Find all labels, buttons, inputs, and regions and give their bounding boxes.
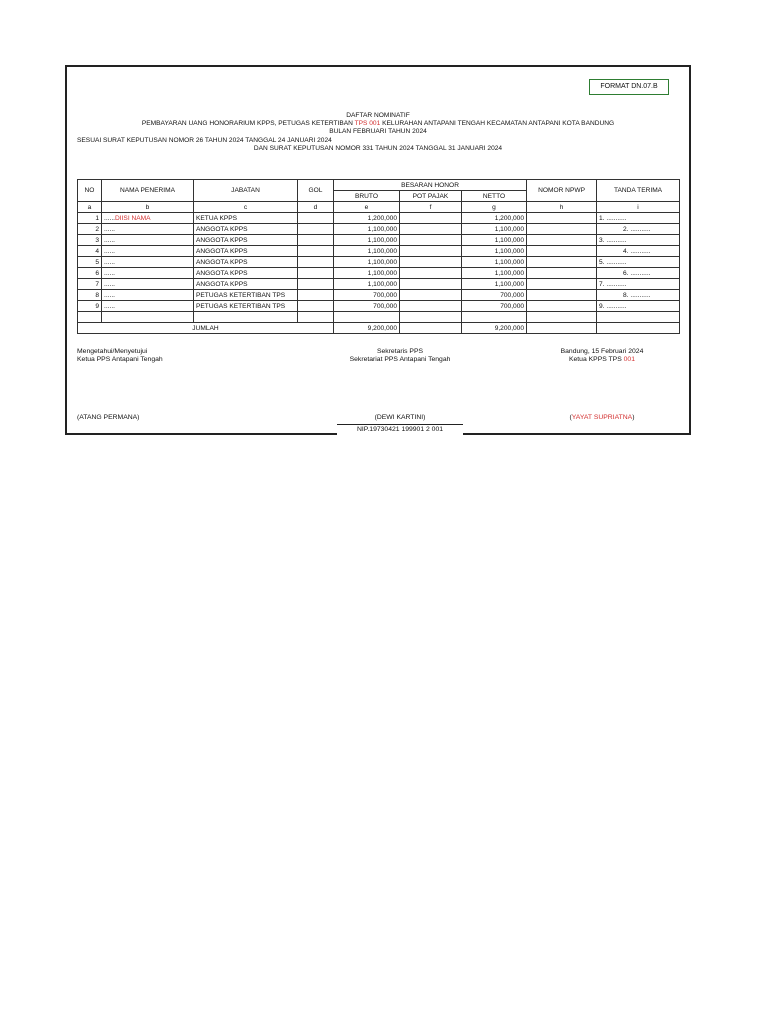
row-pot-pajak <box>400 224 462 235</box>
row-pot-pajak <box>400 301 462 312</box>
name-placeholder-dots: ...... <box>104 302 115 310</box>
row-gol <box>298 268 334 279</box>
name-placeholder: DIISI NAMA <box>115 214 151 222</box>
row-npwp <box>527 268 597 279</box>
row-no: 1 <box>78 213 102 224</box>
row-tanda-terima: 7. ........... <box>597 279 680 290</box>
empty-row <box>78 312 680 323</box>
name-placeholder-dots: ...... <box>104 258 115 266</box>
secretary-label: Sekretaris PPS <box>376 348 424 355</box>
row-jabatan: ANGGOTA KPPS <box>194 279 298 290</box>
row-netto: 1,100,000 <box>462 235 527 246</box>
name-placeholder-dots: ...... <box>104 269 115 277</box>
format-code-box: FORMAT DN.07.B <box>589 79 669 95</box>
row-nama <box>102 257 194 268</box>
table-row <box>78 257 680 268</box>
approval-label: Mengetahui/Menyetujui <box>77 348 148 355</box>
row-jabatan: ANGGOTA KPPS <box>194 224 298 235</box>
row-bruto: 1,100,000 <box>334 257 400 268</box>
table-body <box>78 213 680 312</box>
row-no: 8 <box>78 290 102 301</box>
row-jabatan: KETUA KPPS <box>194 213 298 224</box>
name-placeholder-dots: ...... <box>104 236 115 244</box>
row-nama <box>102 213 194 224</box>
honorarium-table <box>77 179 680 334</box>
name-placeholder-dots: ...... <box>104 225 115 233</box>
table-header-row <box>78 180 680 191</box>
secretary-office: Sekretariat PPS Antapani Tengah <box>349 356 451 363</box>
row-gol <box>298 224 334 235</box>
row-no: 7 <box>78 279 102 290</box>
row-npwp <box>527 290 597 301</box>
row-bruto: 700,000 <box>334 301 400 312</box>
table-row <box>78 268 680 279</box>
row-npwp <box>527 279 597 290</box>
row-jabatan: ANGGOTA KPPS <box>194 257 298 268</box>
letter-cell: a <box>78 202 102 213</box>
row-jabatan: ANGGOTA KPPS <box>194 268 298 279</box>
decree-reference-2: DAN SURAT KEPUTUSAN NOMOR 331 TAHUN 2024 TANGGAL 31 JANUARI 2024 <box>253 145 503 152</box>
letter-cell: e <box>334 202 400 213</box>
row-netto: 1,100,000 <box>462 246 527 257</box>
document-period: BULAN FEBRUARI TAHUN 2024 <box>329 128 427 135</box>
row-bruto: 1,100,000 <box>334 268 400 279</box>
letter-cell: b <box>102 202 194 213</box>
total-label: JUMLAH <box>78 323 334 334</box>
row-pot-pajak <box>400 235 462 246</box>
header-npwp: NOMOR NPWP <box>527 180 597 202</box>
row-jabatan: ANGGOTA KPPS <box>194 246 298 257</box>
row-netto: 1,200,000 <box>462 213 527 224</box>
row-bruto: 1,200,000 <box>334 213 400 224</box>
header-gol: GOL <box>298 180 334 202</box>
row-no: 5 <box>78 257 102 268</box>
total-netto: 9,200,000 <box>462 323 527 334</box>
table-row <box>78 301 680 312</box>
row-gol <box>298 301 334 312</box>
row-tanda-terima: 5. ........... <box>597 257 680 268</box>
row-no: 6 <box>78 268 102 279</box>
secretary-name: (DEWI KARTINI) <box>374 414 426 421</box>
row-tanda-terima: 4. ........... <box>597 246 680 257</box>
row-tanda-terima: 6. ........... <box>597 268 680 279</box>
row-pot-pajak <box>400 257 462 268</box>
table-row <box>78 290 680 301</box>
row-nama <box>102 290 194 301</box>
row-gol <box>298 290 334 301</box>
table-row <box>78 213 680 224</box>
row-no: 9 <box>78 301 102 312</box>
table-row <box>78 224 680 235</box>
column-letter-row <box>78 202 680 213</box>
row-bruto: 1,100,000 <box>334 246 400 257</box>
kpps-chair-name: (YAYAT SUPRIATNA) <box>569 414 635 421</box>
name-placeholder-dots: ...... <box>104 291 115 299</box>
table-row <box>78 246 680 257</box>
row-pot-pajak <box>400 279 462 290</box>
header-besaran-honor: BESARAN HONOR <box>334 180 527 191</box>
row-nama <box>102 224 194 235</box>
row-jabatan: PETUGAS KETERTIBAN TPS <box>194 301 298 312</box>
row-jabatan: PETUGAS KETERTIBAN TPS <box>194 290 298 301</box>
row-bruto: 700,000 <box>334 290 400 301</box>
row-npwp <box>527 301 597 312</box>
decree-reference-1: SESUAI SURAT KEPUTUSAN NOMOR 26 TAHUN 2024 TANGGAL 24 JANUARI 2024 <box>77 137 332 144</box>
row-netto: 1,100,000 <box>462 279 527 290</box>
row-no: 4 <box>78 246 102 257</box>
row-nama <box>102 235 194 246</box>
row-tanda-terima: 1. ........... <box>597 213 680 224</box>
row-tanda-terima: 9. ........... <box>597 301 680 312</box>
letter-cell: c <box>194 202 298 213</box>
table-row <box>78 279 680 290</box>
row-gol <box>298 213 334 224</box>
header-bruto: BRUTO <box>334 191 400 202</box>
header-netto: NETTO <box>462 191 527 202</box>
header-nama: NAMA PENERIMA <box>102 180 194 202</box>
pps-chair-title: Ketua PPS Antapani Tengah <box>77 356 163 363</box>
total-bruto: 9,200,000 <box>334 323 400 334</box>
row-gol <box>298 257 334 268</box>
document-subtitle: PEMBAYARAN UANG HONORARIUM KPPS, PETUGAS KETERTIBAN TPS 001 KELURAHAN ANTAPANI TENGAH KECAMATAN ANTAPANI KOTA BANDUNG <box>141 120 615 127</box>
header-jabatan: JABATAN <box>194 180 298 202</box>
row-netto: 1,100,000 <box>462 224 527 235</box>
header-tanda-terima: TANDA TERIMA <box>597 180 680 202</box>
header-pot-pajak: POT PAJAK <box>400 191 462 202</box>
document-title: DAFTAR NOMINATIF <box>346 112 410 119</box>
row-tanda-terima: 3. ........... <box>597 235 680 246</box>
letter-cell: i <box>597 202 680 213</box>
row-npwp <box>527 235 597 246</box>
pps-chair-name: (ATANG PERMANA) <box>77 414 140 421</box>
name-placeholder-dots: ...... <box>104 280 115 288</box>
total-tanda <box>597 323 680 334</box>
table-row <box>78 235 680 246</box>
row-gol <box>298 235 334 246</box>
row-no: 2 <box>78 224 102 235</box>
row-bruto: 1,100,000 <box>334 235 400 246</box>
row-pot-pajak <box>400 290 462 301</box>
row-jabatan: ANGGOTA KPPS <box>194 235 298 246</box>
row-netto: 1,100,000 <box>462 257 527 268</box>
row-pot-pajak <box>400 213 462 224</box>
name-placeholder-dots: ...... <box>104 247 115 255</box>
row-pot-pajak <box>400 268 462 279</box>
secretary-nip: NIP.19730421 199901 2 001 <box>337 425 463 435</box>
row-pot-pajak <box>400 246 462 257</box>
row-npwp <box>527 257 597 268</box>
row-netto: 1,100,000 <box>462 268 527 279</box>
row-npwp <box>527 213 597 224</box>
row-nama <box>102 279 194 290</box>
row-netto: 700,000 <box>462 290 527 301</box>
row-nama <box>102 301 194 312</box>
total-pot-pajak <box>400 323 462 334</box>
row-bruto: 1,100,000 <box>334 224 400 235</box>
row-npwp <box>527 246 597 257</box>
letter-cell: g <box>462 202 527 213</box>
header-no: NO <box>78 180 102 202</box>
total-npwp <box>527 323 597 334</box>
letter-cell: h <box>527 202 597 213</box>
row-tanda-terima: 2. ........... <box>597 224 680 235</box>
letter-cell: d <box>298 202 334 213</box>
row-gol <box>298 246 334 257</box>
name-placeholder-dots: ...... <box>104 214 115 222</box>
row-gol <box>298 279 334 290</box>
row-bruto: 1,100,000 <box>334 279 400 290</box>
kpps-chair-title: Ketua KPPS TPS 001 <box>568 356 635 363</box>
row-nama <box>102 246 194 257</box>
row-tanda-terima: 8. ........... <box>597 290 680 301</box>
row-nama <box>102 268 194 279</box>
total-row <box>78 323 680 334</box>
row-npwp <box>527 224 597 235</box>
nominative-list-document <box>65 65 691 435</box>
row-no: 3 <box>78 235 102 246</box>
place-date: Bandung, 15 Februari 2024 <box>560 348 644 355</box>
row-netto: 700,000 <box>462 301 527 312</box>
letter-cell: f <box>400 202 462 213</box>
